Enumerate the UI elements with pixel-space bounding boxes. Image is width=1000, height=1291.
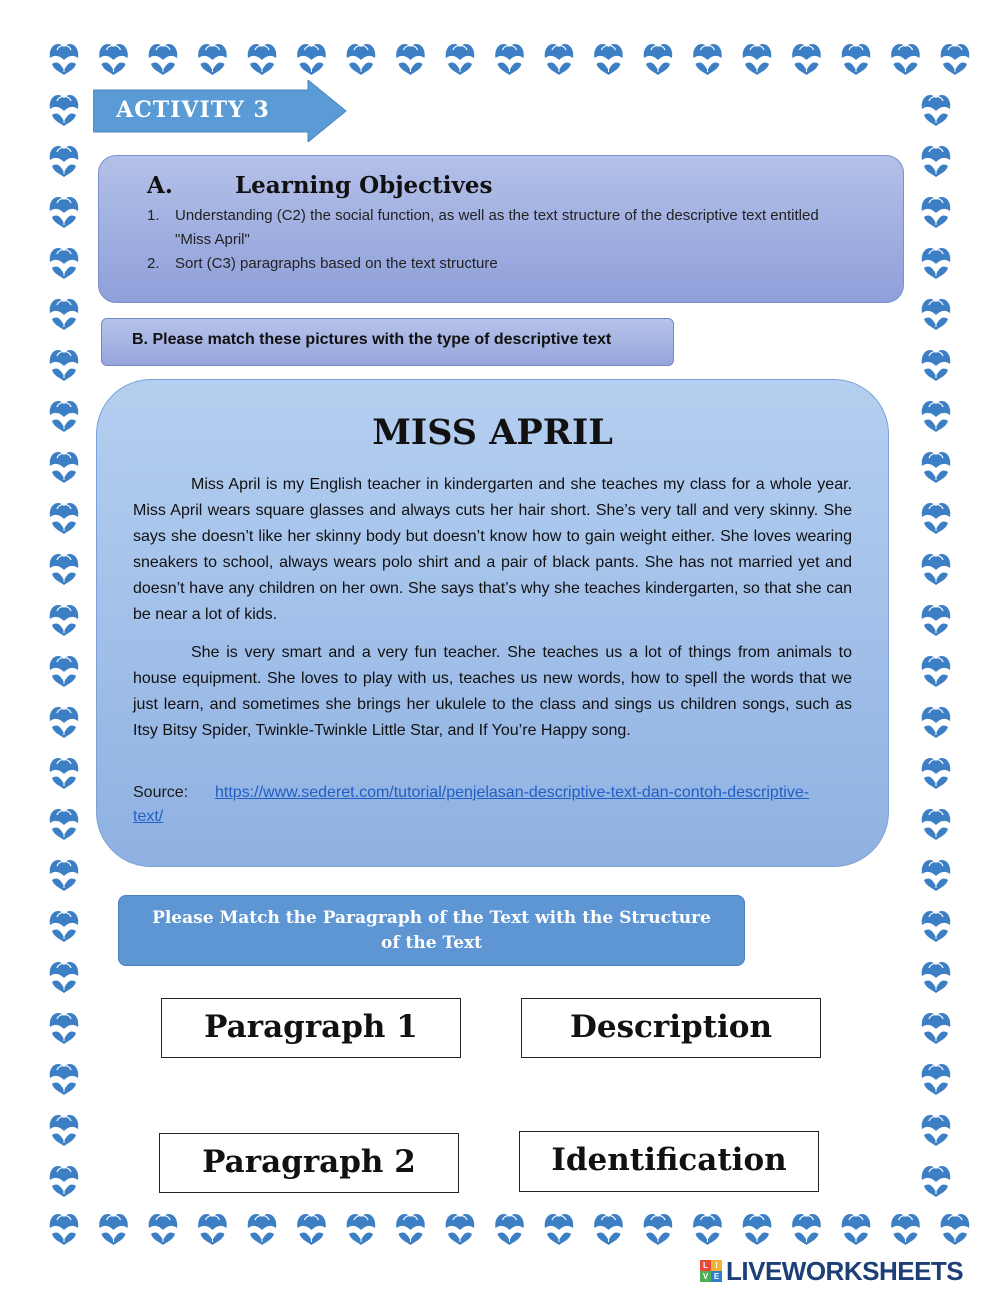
flower-ornament [922,95,951,126]
flower-ornament [545,1214,574,1245]
flower-ornament [50,1115,79,1146]
activity-label: ACTIVITY 3 [116,97,270,123]
flower-ornament [347,1214,376,1245]
flower-ornament [446,1214,475,1245]
source-link[interactable]: https://www.sederet.com/tutorial/penjelasan-descriptive-text-dan-contoh-descriptive- [215,784,810,801]
objectives-title: Learning Objectives [235,172,493,199]
flower-ornament [50,962,79,993]
flower-ornament [922,452,951,483]
match-instruction-banner [118,895,745,966]
liveworksheets-brand[interactable] [700,1257,963,1285]
flower-ornament [922,1013,951,1044]
flower-ornament [922,1064,951,1095]
flower-ornament [743,1214,772,1245]
flower-ornament [891,44,920,75]
reading-text-card [96,379,889,867]
flower-ornament [922,146,951,177]
flower-ornament [922,350,951,381]
flower-ornament [922,401,951,432]
flower-ornament [347,44,376,75]
flower-ornament [644,1214,673,1245]
objective-item [147,252,847,276]
identification-box[interactable]: Identification [519,1131,819,1192]
flower-ornament [545,44,574,75]
flower-ornament [396,44,425,75]
flower-ornament [495,44,524,75]
flower-ornament [50,401,79,432]
flower-ornament [297,1214,326,1245]
flower-ornament [149,1214,178,1245]
source-link-continuation[interactable]: text/ [133,808,164,825]
flower-ornament [50,44,79,75]
flower-ornament [50,95,79,126]
flower-ornament [50,299,79,330]
flower-ornament [149,44,178,75]
flower-ornament [248,1214,277,1245]
text-paragraph-1: Miss April is my English teacher in kindergarten and she teaches my class for a whole year. Miss April wears square glasses and always cuts her hair short. She’s very tall and very skinny. She says she doesn’t like her skinny body but doesn’t know how to gain weight either. She loves wearing sneakers to school, always wears polo shirt and a pair of black pants. She has not married yet and doesn’t have any children on her own. She says that’s why she teaches kindergarten, so that she can be near a lot of kids. [133,476,852,623]
instruction-b-banner [101,318,674,366]
flower-ornament [248,44,277,75]
description-box[interactable]: Description [521,998,821,1058]
logo-letter: V [700,1271,711,1282]
flower-ornament [922,605,951,636]
flower-ornament [50,860,79,891]
source-label: Source: [133,784,189,801]
flower-ornament [842,1214,871,1245]
flower-ornament [792,44,821,75]
objective-number: 1. [147,207,160,224]
flower-ornament [50,758,79,789]
flower-ornament [50,554,79,585]
flower-ornament [198,44,227,75]
flower-ornament [50,1214,79,1245]
paragraph-2-box[interactable]: Paragraph 2 [159,1133,459,1193]
flower-ornament [50,707,79,738]
flower-ornament [922,656,951,687]
flower-ornament [941,1214,970,1245]
instruction-b-text: B. Please match these pictures with the type of descriptive text [132,331,612,348]
flower-ornament [297,44,326,75]
flower-ornament [891,1214,920,1245]
flower-ornament [922,860,951,891]
flower-ornament [743,44,772,75]
flower-ornament [922,248,951,279]
text-paragraph-2: She is very smart and a very fun teacher. She teaches us a lot of things from animals to house equipment. She loves to play with us, teaches us new words, how to spell the words that we just learn, and sometimes she brings her ukulele to the class and sings us children songs, such as Itsy Bitsy Spider, Twinkle-Twinkle Little Star, and If You’re Happy song. [133,644,852,739]
objective-item [147,204,847,252]
learning-objectives-panel [98,155,904,303]
flower-ornament [495,1214,524,1245]
flower-ornament [922,809,951,840]
match-instruction-text: Please Match the Paragraph of the Text with the Structure of the Text [152,907,711,953]
flower-ornament [594,44,623,75]
section-letter-a: A. [147,172,173,199]
flower-ornament [922,197,951,228]
flower-ornament [50,605,79,636]
objectives-list [147,204,847,276]
logo-letter: L [700,1260,711,1271]
flower-ornament [792,1214,821,1245]
flower-ornament [50,1013,79,1044]
flower-ornament [50,1166,79,1197]
paragraph-1-box[interactable]: Paragraph 1 [161,998,461,1058]
flower-ornament [922,503,951,534]
liveworksheets-logo-icon [700,1260,722,1282]
flower-ornament [99,44,128,75]
flower-ornament [50,503,79,534]
flower-ornament [922,758,951,789]
flower-ornament [941,44,970,75]
flower-ornament [842,44,871,75]
brand-name: LIVEWORKSHEETS [726,1255,964,1286]
flower-ornament [922,707,951,738]
flower-ornament [922,1166,951,1197]
flower-ornament [922,962,951,993]
flower-ornament [922,299,951,330]
flower-ornament [693,1214,722,1245]
flower-ornament [922,1115,951,1146]
objective-text: Sort (C3) paragraphs based on the text structure [175,255,498,272]
flower-ornament [50,809,79,840]
logo-letter: E [711,1271,722,1282]
flower-ornament [50,197,79,228]
flower-ornament [693,44,722,75]
flower-ornament [50,248,79,279]
flower-ornament [446,44,475,75]
text-title: MISS APRIL [372,412,613,453]
flower-ornament [50,452,79,483]
flower-ornament [50,911,79,942]
logo-letter: I [711,1260,722,1271]
flower-ornament [922,554,951,585]
flower-ornament [50,146,79,177]
flower-ornament [396,1214,425,1245]
flower-ornament [198,1214,227,1245]
flower-ornament [594,1214,623,1245]
flower-ornament [50,656,79,687]
flower-ornament [99,1214,128,1245]
flower-ornament [50,350,79,381]
flower-ornament [644,44,673,75]
flower-ornament [50,1064,79,1095]
objective-text: Understanding (C2) the social function, as well as the text structure of the descriptive text entitled "Miss April" [175,207,819,248]
objective-number: 2. [147,255,160,272]
flower-ornament [922,911,951,942]
